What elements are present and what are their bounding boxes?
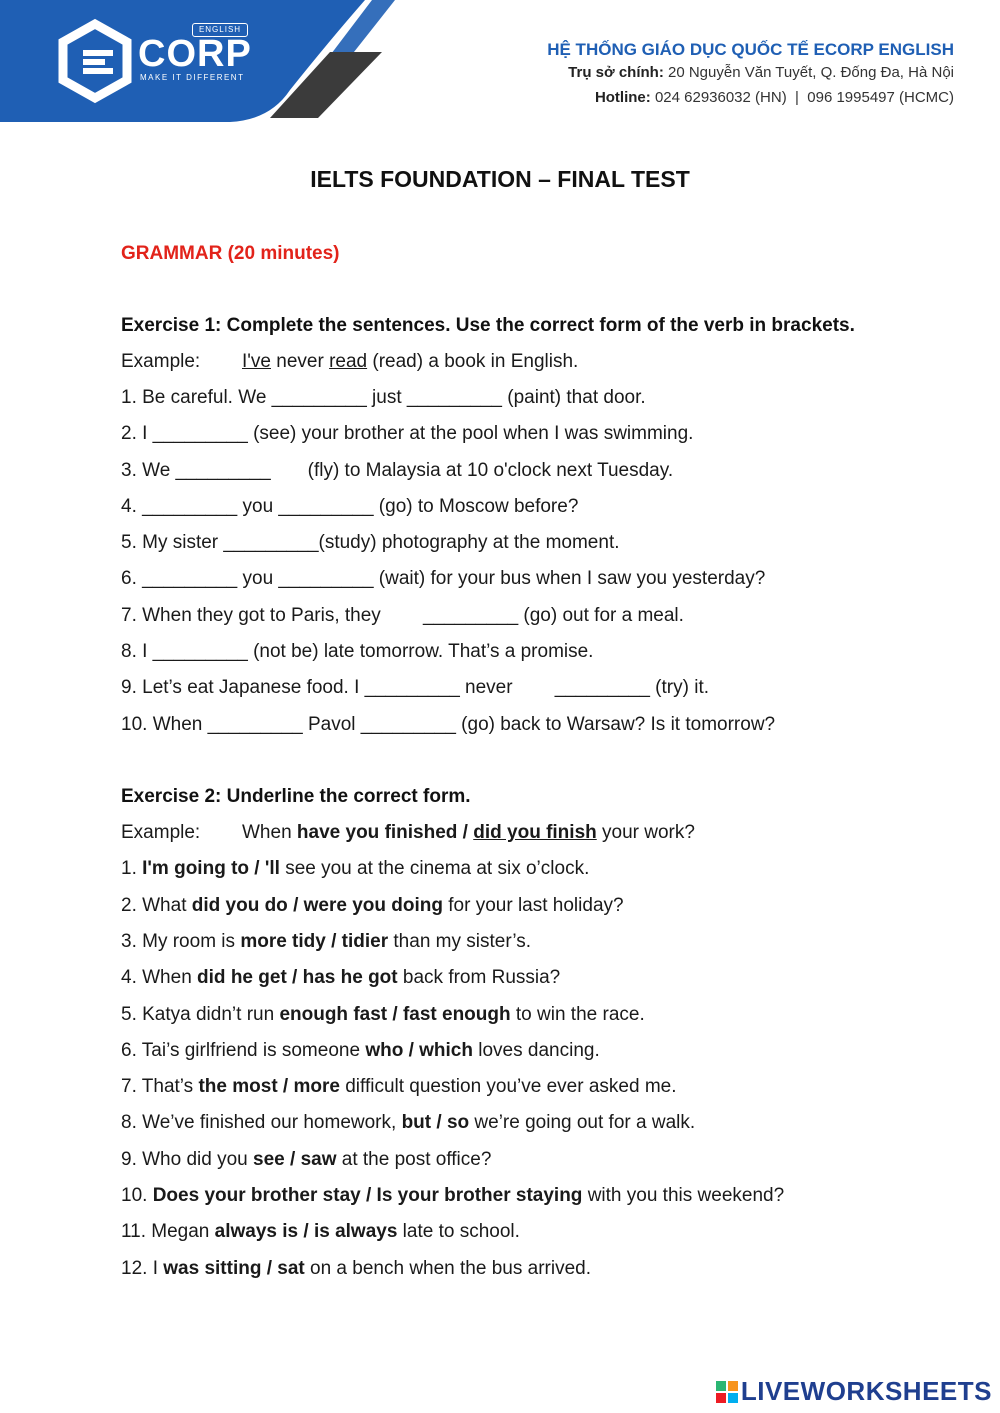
exercise1-item: 6. _________ you _________ (wait) for your bus when I saw you yesterday? xyxy=(121,568,766,589)
item-options[interactable]: did he get / has he got xyxy=(197,967,398,988)
exercise1-item: 9. Let’s eat Japanese food. I _________ never _________ (try) it. xyxy=(121,677,709,698)
example-text-pre: When xyxy=(242,822,297,843)
exercise2-item xyxy=(121,1221,520,1243)
exercise2-item xyxy=(121,1112,695,1134)
logo-tagline: MAKE IT DIFFERENT xyxy=(140,73,245,82)
example-correct-option: did you finish xyxy=(473,822,597,843)
exercise1-heading: Exercise 1: Complete the sentences. Use the correct form of the verb in brackets. xyxy=(121,315,855,336)
liveworksheets-icon xyxy=(716,1381,738,1403)
item-options[interactable]: but / so xyxy=(401,1112,470,1133)
item-text-pre: 6. Tai’s girlfriend is someone xyxy=(121,1040,366,1061)
exercise1-item: 7. When they got to Paris, they _________ (go) out for a meal. xyxy=(121,605,684,626)
item-text-pre: 8. We’ve finished our homework, xyxy=(121,1112,402,1133)
item-text-pre: 9. Who did you xyxy=(121,1149,254,1170)
exercise1-item: 1. Be careful. We _________ just _________ (paint) that door. xyxy=(121,387,646,408)
item-text-post: for your last holiday? xyxy=(442,895,624,916)
item-text-pre: 5. Katya didn’t run xyxy=(121,1004,280,1025)
org-info xyxy=(547,40,954,110)
org-address xyxy=(547,60,954,85)
item-options[interactable]: Does your brother stay / Is your brother staying xyxy=(152,1185,583,1206)
org-name: HỆ THỐNG GIÁO DỤC QUỐC TẾ ECORP ENGLISH xyxy=(547,40,954,59)
logo-english-badge: ENGLISH xyxy=(192,23,248,37)
exercise2-item xyxy=(121,1040,600,1062)
example-answer-1: I've xyxy=(242,351,271,372)
address-value: 20 Nguyễn Văn Tuyết, Q. Đống Đa, Hà Nội xyxy=(668,64,954,81)
section-heading: GRAMMAR (20 minutes) xyxy=(121,243,340,264)
item-text-pre: 7. That’s xyxy=(121,1076,199,1097)
item-text-pre: 10. xyxy=(121,1185,153,1206)
item-options[interactable]: did you do / were you doing xyxy=(191,895,443,916)
item-options[interactable]: the most / more xyxy=(198,1076,340,1097)
exercise1-item: 2. I _________ (see) your brother at the pool when I was swimming. xyxy=(121,423,694,444)
org-hotline xyxy=(547,85,954,110)
item-options[interactable]: who / which xyxy=(365,1040,473,1061)
exercise1-item: 4. _________ you _________ (go) to Moscow before? xyxy=(121,496,579,517)
exercise2-item xyxy=(121,931,531,953)
item-text-post: we’re going out for a walk. xyxy=(469,1112,696,1133)
hotline-value: 024 62936032 (HN) | 096 1995497 (HCMC) xyxy=(654,89,954,106)
item-options[interactable]: I'm going to / 'll xyxy=(142,858,280,879)
item-text-post: back from Russia? xyxy=(397,967,561,988)
item-text-post: difficult question you’ve ever asked me. xyxy=(339,1076,677,1097)
exercise2-item xyxy=(121,1004,645,1026)
exercise1-item: 3. We _________ (fly) to Malaysia at 10 o'clock next Tuesday. xyxy=(121,460,674,481)
item-options[interactable]: was sitting / sat xyxy=(163,1258,305,1279)
exercise1-item: 5. My sister _________(study) photography at the moment. xyxy=(121,532,620,553)
item-text-post: loves dancing. xyxy=(472,1040,600,1061)
exercise2-item xyxy=(121,967,560,989)
logo-name: CORP xyxy=(138,33,252,75)
item-text-pre: 11. Megan xyxy=(121,1221,215,1242)
exercise2-heading: Exercise 2: Underline the correct form. xyxy=(121,786,471,807)
item-text-post: to win the race. xyxy=(510,1004,645,1025)
item-options[interactable]: always is / is always xyxy=(214,1221,398,1242)
liveworksheets-logo[interactable] xyxy=(716,1376,992,1407)
page-header xyxy=(0,0,1000,125)
item-text-post: with you this weekend? xyxy=(582,1185,785,1206)
item-text-post: at the post office? xyxy=(336,1149,492,1170)
item-text-pre: 4. When xyxy=(121,967,198,988)
item-text-post: late to school. xyxy=(397,1221,520,1242)
exercise2-item xyxy=(121,1076,677,1098)
item-text-pre: 2. What xyxy=(121,895,192,916)
exercise2-item xyxy=(121,895,624,917)
example-text-1: never xyxy=(270,351,330,372)
exercise1-example xyxy=(121,351,578,373)
example-text-2: (read) a book in English. xyxy=(367,351,579,372)
item-options[interactable]: enough fast / fast enough xyxy=(279,1004,511,1025)
item-text-post: on a bench when the bus arrived. xyxy=(304,1258,591,1279)
exercise2-example xyxy=(121,822,695,844)
exercise2-item xyxy=(121,1258,591,1280)
item-text-post: than my sister’s. xyxy=(388,931,532,952)
item-options[interactable]: see / saw xyxy=(253,1149,337,1170)
liveworksheets-text: LIVEWORKSHEETS xyxy=(740,1376,992,1406)
item-options[interactable]: more tidy / tidier xyxy=(240,931,389,952)
exercise1-item: 8. I _________ (not be) late tomorrow. That’s a promise. xyxy=(121,641,594,662)
example-label: Example: xyxy=(121,822,201,843)
exercise2-item xyxy=(121,858,589,880)
hotline-label: Hotline: xyxy=(594,89,651,106)
exercise2-item xyxy=(121,1149,491,1171)
page-title: IELTS FOUNDATION – FINAL TEST xyxy=(310,166,690,192)
exercise2-item xyxy=(121,1185,784,1207)
example-label: Example: xyxy=(121,351,201,372)
example-text-post: your work? xyxy=(596,822,695,843)
item-text-post: see you at the cinema at six o’clock. xyxy=(279,858,590,879)
example-answer-2: read xyxy=(329,351,368,372)
item-text-pre: 1. xyxy=(121,858,143,879)
address-label: Trụ sở chính: xyxy=(568,64,664,81)
example-option: have you finished / xyxy=(296,822,474,843)
item-text-pre: 12. I xyxy=(121,1258,164,1279)
exercise1-item: 10. When _________ Pavol _________ (go) back to Warsaw? Is it tomorrow? xyxy=(121,714,776,735)
item-text-pre: 3. My room is xyxy=(121,931,241,952)
